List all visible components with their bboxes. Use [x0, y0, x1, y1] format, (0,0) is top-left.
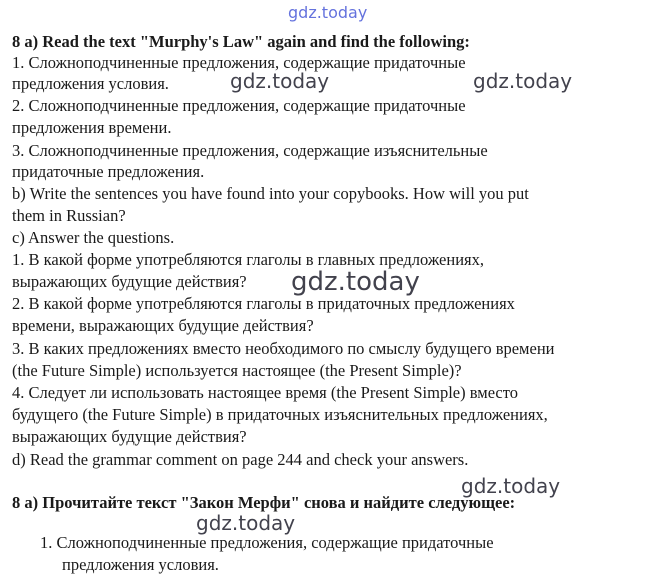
question-4-line-1: 4. Следует ли использовать настоящее время (the Present Simple) вместо: [12, 383, 518, 402]
task-2-line-2: предложения времени.: [12, 118, 172, 137]
question-3-line-1: 3. В каких предложениях вместо необходимого по смыслу будущего времени: [12, 339, 555, 358]
answer-1-line-1: 1. Сложноподчиненные предложения, содержащие придаточные: [40, 533, 494, 552]
question-3-line-2: (the Future Simple) используется настоящее (the Present Simple)?: [12, 361, 462, 380]
document-page: [12, 0, 657, 578]
task-1-line-2: предложения условия.: [12, 74, 169, 93]
question-4-line-2: будущего (the Future Simple) в придаточных изъяснительных предложениях,: [12, 405, 548, 424]
task-3-line-1: 3. Сложноподчиненные предложения, содержащие изъяснительные: [12, 141, 488, 160]
watermark-2: gdz.today: [230, 69, 330, 93]
question-2-line-2: времени, выражающих будущие действия?: [12, 316, 314, 335]
question-4-line-3: выражающих будущие действия?: [12, 427, 247, 446]
question-1-line-1: 1. В какой форме употребляются глаголы в главных предложениях,: [12, 250, 484, 269]
task-2-line-1: 2. Сложноподчиненные предложения, содержащие придаточные: [12, 96, 466, 115]
part-c-heading: c) Answer the questions.: [12, 228, 175, 247]
part-b-line-1: b) Write the sentences you have found into your copybooks. How will you put: [12, 184, 529, 203]
question-1-line-2: выражающих будущие действия?: [12, 272, 247, 291]
watermark-6: gdz.today: [196, 511, 296, 535]
exercise-8a-heading-en: 8 a) Read the text "Murphy's Law" again and find the following:: [12, 32, 470, 51]
exercise-8a-heading-ru: 8 а) Прочитайте текст "Закон Мерфи" снова и найдите следующее:: [12, 493, 516, 512]
task-3-line-2: придаточные предложения.: [12, 162, 205, 181]
watermark-5: gdz.today: [461, 474, 561, 498]
part-d-line: d) Read the grammar comment on page 244 and check your answers.: [12, 450, 469, 469]
answer-1-line-2: предложения условия.: [62, 555, 219, 574]
watermark-3: gdz.today: [473, 69, 573, 93]
watermark-top: gdz.today: [288, 3, 368, 22]
part-b-line-2: them in Russian?: [12, 206, 126, 225]
watermark-4: gdz.today: [291, 267, 420, 297]
question-2-line-1: 2. В какой форме употребляются глаголы в придаточных предложениях: [12, 294, 515, 313]
task-1-line-1: 1. Сложноподчиненные предложения, содержащие придаточные: [12, 53, 466, 72]
